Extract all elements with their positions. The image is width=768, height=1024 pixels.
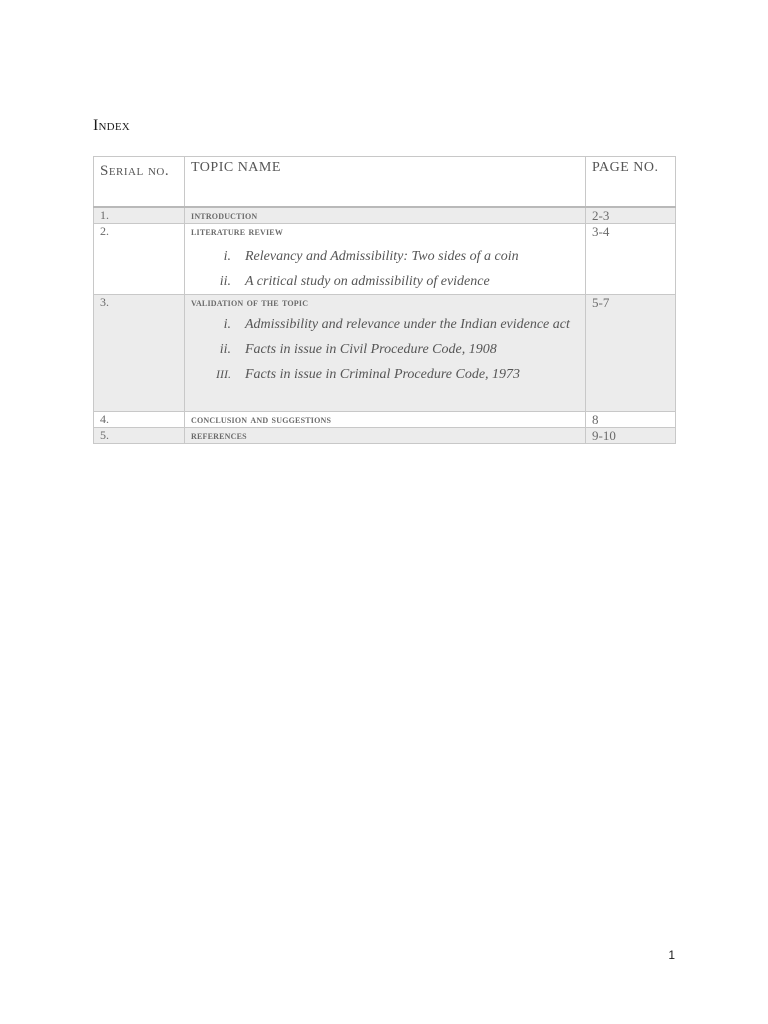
subtopic-item	[191, 269, 579, 294]
topic-cell	[185, 412, 586, 428]
table-row	[94, 207, 676, 224]
subtopic-item	[191, 244, 579, 269]
page-cell: 3-4	[586, 224, 676, 295]
subtopic-text: A critical study on admissibility of evidence	[245, 274, 490, 289]
header-serial: Serial no.	[94, 157, 185, 208]
topic-title: references	[191, 428, 247, 442]
topic-title: conclusion and suggestions	[191, 412, 332, 426]
topic-title: literature review	[191, 224, 284, 238]
topic-cell	[185, 207, 586, 224]
table-row	[94, 295, 676, 412]
subtopic-list	[191, 312, 579, 387]
page-cell: 2-3	[586, 207, 676, 224]
subtopic-text: Relevancy and Admissibility: Two sides of a coin	[245, 249, 519, 264]
header-topic: TOPIC NAME	[185, 157, 586, 208]
subtopic-number: ii.	[219, 274, 231, 289]
table-header-row	[94, 157, 676, 208]
subtopic-item	[191, 362, 579, 387]
serial-cell: 4.	[94, 412, 185, 428]
page-cell: 5-7	[586, 295, 676, 412]
subtopic-text: Facts in issue in Criminal Procedure Code, 1973	[245, 367, 521, 382]
topic-title: introduction	[191, 208, 258, 222]
serial-cell: 3.	[94, 295, 185, 412]
topic-cell	[185, 295, 586, 412]
table-row	[94, 224, 676, 295]
subtopic-list	[191, 244, 579, 294]
subtopic-text: Facts in issue in Civil Procedure Code, 1908	[245, 342, 497, 357]
subtopic-text: Admissibility and relevance under the Indian evidence act	[245, 317, 570, 332]
subtopic-number: i.	[223, 317, 231, 332]
page-cell: 9-10	[586, 428, 676, 444]
subtopic-number: ii.	[219, 342, 231, 357]
table-row	[94, 412, 676, 428]
table-row	[94, 428, 676, 444]
index-table	[93, 156, 676, 444]
page-cell: 8	[586, 412, 676, 428]
subtopic-item	[191, 337, 579, 362]
serial-cell: 2.	[94, 224, 185, 295]
topic-title: validation of the topic	[191, 295, 309, 309]
header-page: PAGE NO.	[586, 157, 676, 208]
subtopic-number: III.	[216, 367, 231, 381]
subtopic-number: i.	[223, 249, 231, 264]
index-heading: Index	[93, 117, 130, 134]
topic-cell	[185, 428, 586, 444]
serial-cell: 1.	[94, 207, 185, 224]
serial-cell: 5.	[94, 428, 185, 444]
page-number: 1	[668, 948, 675, 962]
topic-cell	[185, 224, 586, 295]
subtopic-item	[191, 312, 579, 337]
